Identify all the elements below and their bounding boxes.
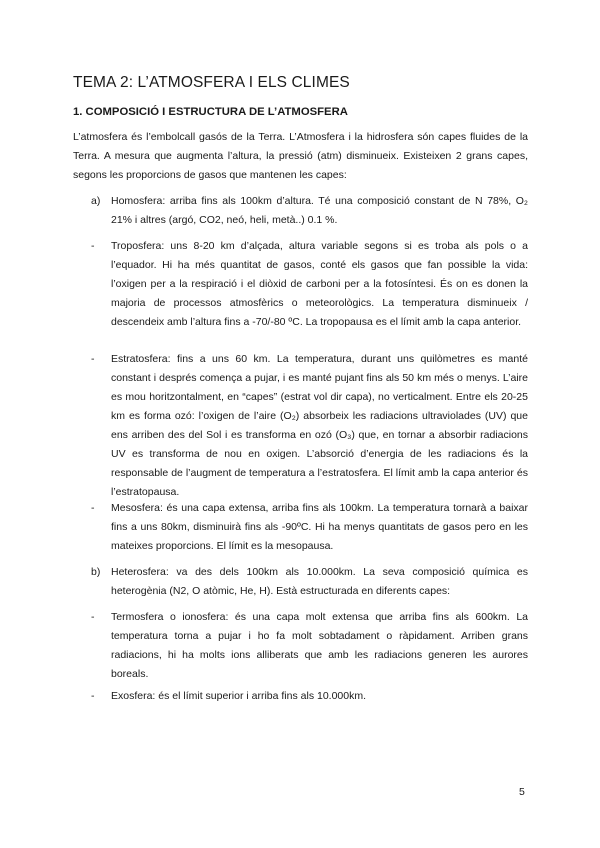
- document-title: TEMA 2: L’ATMOSFERA I ELS CLIMES: [73, 74, 350, 91]
- intro-paragraph: L’atmosfera és l’embolcall gasós de la Terra. L’Atmosfera i la hidrosfera són capes fluides de la Terra. A mesura que augmenta l’altura, la pressió (atm) disminueix. Existeixen 2 grans capes, segons les proporcions de gasos que mantenen les capes:: [73, 131, 528, 181]
- list-marker: -: [91, 240, 95, 252]
- list-item-text: Heterosfera: va des dels 100km als 10.000km. La seva composició química es heterogènia (N2, O atòmic, He, H). Està estructurada en diferents capes:: [111, 566, 528, 597]
- page-number: 5: [519, 786, 525, 798]
- list-item-text: Homosfera: arriba fins als 100km d’altura. Té una composició constant de N 78%, O₂ 21% i altres (argó, CO2, neó, heli, metà..) 0.1 %.: [111, 195, 528, 226]
- list-marker: -: [91, 502, 95, 514]
- list-marker: b): [91, 566, 101, 578]
- list-item-text: Mesosfera: és una capa extensa, arriba fins als 100km. La temperatura tornarà a baixar fins a uns 80km, disminuirà fins als -90ºC. Hi ha menys quantitats de gasos pero en les mateixes proporcions. El límit es la mesopausa.: [111, 502, 528, 552]
- list-marker: -: [91, 690, 95, 702]
- list-marker: -: [91, 611, 95, 623]
- list-marker: -: [91, 353, 95, 365]
- list-marker: a): [91, 195, 101, 207]
- list-item-text: Termosfera o ionosfera: és una capa molt extensa que arriba fins als 600km. La temperatura torna a pujar i ho fa molt sobtadament o ràpidament. Arriben grans radiacions, hi ha molts ions alliberats que amb les radiacions generen les aurores boreals.: [111, 611, 528, 680]
- list-item-text: Troposfera: uns 8-20 km d’alçada, altura variable segons si es troba als pols o a l’equador. Hi ha més quantitat de gasos, conté els gasos que fan possible la vida: l’oxigen per a la respiració i el diòxid de carboni per a la fotosíntesi. És on es donen la majoria de processos atmosfèrics o meteorològics. La temperatura disminueix / descendeix amb l’altura fins a -70/-80 ºC. La tropopausa es el límit amb la capa anterior.: [111, 240, 528, 328]
- list-item-text: Estratosfera: fins a uns 60 km. La temperatura, durant uns quilòmetres es manté constant i després comença a pujar, i es manté pujant fins als 50 km més o menys. L’aire es mou horitzontalment, en “capes” (estrat vol dir capa), no verticalment. Entre els 20-25 km es forma ozó: l’oxigen de l’aire (O₂) absorbeix les radiacions ultraviolades (UV) que ens arriben des del Sol i es transforma en ozó (O₃) que, en tornar a absorbir radiacions UV es transforma de nou en oxigen. L’absorció d’energia de les radiacions és la responsable de l’augment de temperatura a l’estratosfera. El límit amb la capa anterior és l’estratopausa.: [111, 353, 528, 498]
- section-heading: 1. COMPOSICIÓ I ESTRUCTURA DE L’ATMOSFERA: [73, 106, 348, 118]
- list-item-text: Exosfera: és el límit superior i arriba fins als 10.000km.: [111, 690, 367, 702]
